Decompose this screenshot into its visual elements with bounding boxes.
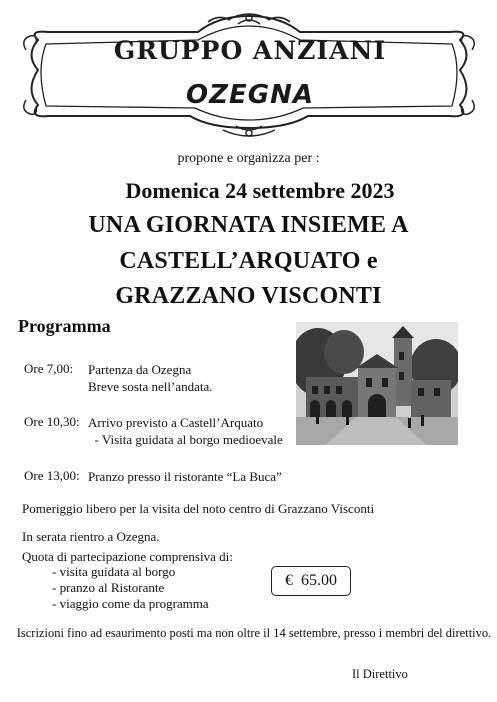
registration-note: Iscrizioni fino ad esaurimento posti ma non oltre il 14 settembre, presso i membri del direttivo. [16, 626, 492, 640]
price-box [271, 566, 351, 596]
header-title: GRUPPO ANZIANI [113, 36, 387, 65]
price-value: € 65.00 [285, 572, 337, 589]
quota-list-item: - visita guidata al borgo [52, 564, 176, 579]
headline-line-3: GRAZZANO VISCONTI [115, 283, 382, 309]
header-ornamental-frame [18, 10, 480, 140]
program-line: Pranzo presso il ristorante “La Buca” [88, 469, 282, 484]
intro-text: propone e organizza per : [177, 151, 320, 166]
program-line: - Visita guidata al borgo medioevale [88, 432, 283, 447]
quota-list-item: - pranzo al Ristorante [52, 580, 165, 595]
headline-line-1: UNA GIORNATA INSIEME A [88, 212, 409, 238]
program-line: Partenza da Ozegna [88, 362, 192, 377]
program-description [88, 414, 283, 448]
village-photo [296, 322, 458, 445]
program-line: Arrivo previsto a Castell’Arquato [88, 415, 264, 430]
program-time: Ore 7,00: [24, 361, 74, 376]
quota-title: Quota di partecipazione comprensiva di: [22, 549, 233, 564]
program-line: Breve sosta nell’andata. [88, 379, 213, 394]
program-time: Ore 10,30: [24, 414, 80, 429]
program-title: Programma [18, 316, 111, 336]
quota-list [52, 564, 209, 612]
program-description [88, 468, 282, 485]
afternoon-text: Pomeriggio libero per la visita del noto centro di Grazzano Visconti [22, 501, 375, 516]
quota-list-item: - viaggio come da programma [52, 596, 209, 611]
signature: Il Direttivo [352, 667, 408, 681]
event-date: Domenica 24 settembre 2023 [125, 178, 395, 203]
program-time: Ore 13,00: [24, 468, 80, 483]
evening-text: In serata rientro a Ozegna. [22, 529, 160, 544]
program-description [88, 361, 213, 395]
header-subtitle: OZEGNA [186, 80, 314, 110]
headline-line-2: CASTELL’ARQUATO e [119, 248, 378, 274]
